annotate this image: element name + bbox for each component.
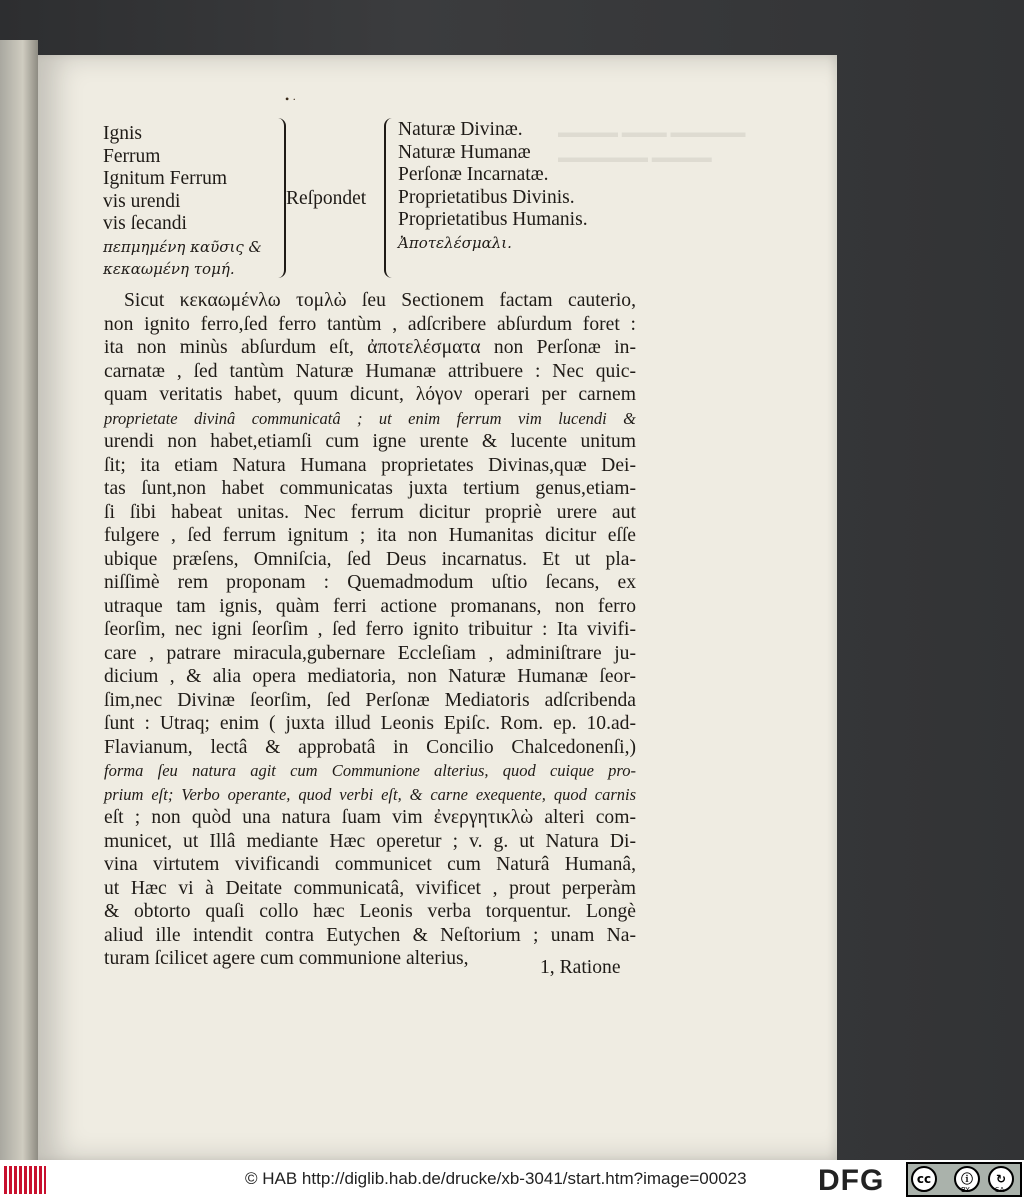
text-line: ſeorſim, nec igni ſeorſim , ſed ferro ignito tribuitur : Ita vivifi-	[104, 619, 636, 640]
text-line: fulgere , ſed ferrum ignitum ; ita non Humanitas dicitur eſſe	[104, 525, 636, 546]
right-item: Naturæ Divinæ.	[398, 119, 523, 140]
right-item-greek: Ἀποτελέσμαλι.	[398, 233, 512, 252]
left-item: vis ſecandi	[103, 213, 187, 234]
show-through-text: ▬▬▬▬ ▬▬▬ ▬▬▬▬▬	[558, 125, 746, 141]
text-line: forma ſeu natura agit cum Communione alterius, quod cuique pro-	[104, 761, 636, 780]
text-line: Sicut κεκαωμένλω τομλὼ ſeu Sectionem factam cauterio,	[124, 290, 636, 311]
left-item-greek: κεκαωμένη τομή.	[103, 260, 235, 278]
text-line: ſi ſibi habeat unitas. Nec ferrum dicitur propriè urere aut	[104, 501, 636, 523]
left-item: Ignitum Ferrum	[103, 168, 228, 189]
text-line: niſſimè rem proponam : Quemadmodum uſtio ſecans, ex	[104, 572, 636, 593]
ink-speck: • ·	[285, 92, 297, 106]
text-line: eſt ; non quòd una natura ſuam vim ἐνεργητικλὼ alteri com-	[104, 807, 636, 828]
text-line: ſit; ita etiam Natura Humana proprietates Divinas,quæ Dei-	[104, 454, 636, 476]
text-line: ita non minùs abſurdum eſt, ἀποτελέσματα non Perſonæ in-	[104, 337, 636, 358]
left-item: vis urendi	[103, 190, 181, 212]
right-item: Perſonæ Incarnatæ.	[398, 164, 549, 185]
text-line: utraque tam ignis, quàm ferri actione promanans, non ferro	[104, 595, 636, 617]
text-line: tas ſunt,non habet communicatas juxta tertium genus,etiam-	[104, 478, 636, 499]
text-line: ut Hæc vi à Deitate communicatâ, vivificet , prout perperàm	[104, 877, 636, 899]
text-line: carnatæ , ſed tantùm Naturæ Humanæ attribuere : Nec quic-	[104, 360, 636, 382]
right-item: Proprietatibus Humanis.	[398, 209, 588, 230]
comparison-right-column	[398, 119, 588, 254]
facing-page-edge	[0, 40, 38, 1160]
cc-icon: cc	[911, 1166, 937, 1192]
comparison-left-column	[103, 123, 262, 281]
text-line: care , patrare miracula,gubernare Eccleſiam , adminiſtrare ju-	[104, 642, 636, 664]
text-line: municet, ut Illâ mediante Hæc operetur ; v. g. ut Natura Di-	[104, 830, 636, 852]
right-item: Naturæ Humanæ	[398, 141, 531, 163]
text-line: turam ſcilicet agere cum communione alterius,	[104, 948, 469, 969]
sa-label: SA	[995, 1186, 1005, 1194]
by-label: BY	[961, 1186, 970, 1194]
body-paragraph	[104, 289, 636, 971]
left-item-greek: πεπμημένη καῦσις &	[103, 237, 262, 256]
right-brace	[384, 118, 398, 278]
dfg-logo[interactable]: DFG	[818, 1164, 885, 1197]
connector-word: Reſpondet	[286, 188, 367, 209]
sa-icon: ↻	[988, 1166, 1014, 1192]
left-brace	[270, 118, 286, 278]
viewer-footer	[0, 1160, 1024, 1199]
text-line: non ignito ferro,ſed ferro tantùm , adſcribere abſurdum foret :	[104, 313, 636, 335]
text-line: aliud ille intendit contra Eutychen & Neſtorium ; unam Na-	[104, 924, 636, 946]
source-link[interactable]: © HAB http://diglib.hab.de/drucke/xb-3041/start.htm?image=00023	[245, 1169, 747, 1188]
right-item: Proprietatibus Divinis.	[398, 186, 575, 208]
text-line: prium eſt; Verbo operante, quod verbi eſt, & carne exequente, quod carnis	[104, 784, 636, 804]
by-icon: ⓘ	[954, 1166, 980, 1192]
text-line: ubique præſens, Omniſcia, ſed Deus incarnatus. Et ut pla-	[104, 548, 636, 570]
show-through-text: ▬▬▬▬▬▬ ▬▬▬▬	[558, 150, 712, 166]
text-line: Flavianum, lectâ & approbatâ in Concilio Chalcedonenſi,)	[104, 736, 636, 758]
license-badge[interactable]	[906, 1162, 1022, 1197]
text-line: quam veritatis habet, quum dicunt, λόγον operari per carnem	[104, 384, 636, 405]
text-line: dicium , & alia opera mediatoria, non Naturæ Humanæ ſeor-	[104, 666, 636, 687]
library-barcode-icon	[4, 1166, 46, 1194]
text-line: & obtorto quaſi collo hæc Leonis verba torquentur. Longè	[104, 901, 636, 922]
left-item: Ignis	[103, 123, 142, 144]
text-line: vina virtutem vivificandi communicet cum Naturâ Humanâ,	[104, 854, 636, 875]
text-line: proprietate divinâ communicatâ ; ut enim ferrum vim lucendi &	[104, 408, 636, 428]
text-line: urendi non habet,etiamſi cum igne urente & lucente unitum	[104, 431, 636, 452]
left-item: Ferrum	[103, 145, 161, 167]
text-line: ſunt : Utraq; enim ( juxta illud Leonis Epiſc. Rom. ep. 10.ad-	[104, 713, 636, 734]
text-line: ſim,nec Divinæ ſeorſim, ſed Perſonæ Mediatoris adſcribenda	[104, 689, 636, 711]
catchword: 1, Ratione	[540, 957, 621, 978]
